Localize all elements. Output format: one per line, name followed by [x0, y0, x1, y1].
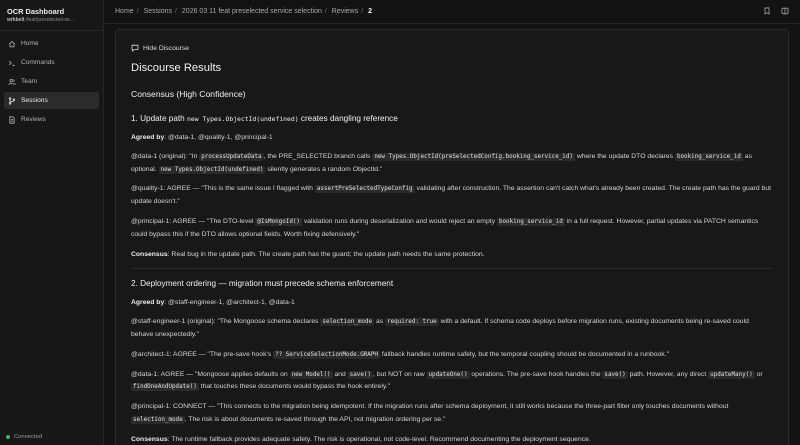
file-icon: [8, 116, 16, 124]
finding-2-heading: 2. Deployment ordering — migration must precede schema enforcement: [131, 279, 394, 289]
finding-2-comment-principal: @principal-1: CONNECT — "This connects to the migration being idempotent. If the migration runs after schema deployment, it still works because the three-part filter only touches documents without selection_mode . The risk is about documents re-saved through the API, not migration ordering per se.": [131, 403, 729, 423]
terminal-icon: [8, 59, 16, 67]
sidebar-item-team[interactable]: [4, 73, 99, 90]
users-icon: [8, 78, 16, 86]
app-title: OCR Dashboard: [7, 7, 65, 16]
finding-1-consensus: Consensus: Real bug in the update path. The create path has the guard; the update path needs the same protection.: [131, 250, 485, 258]
consensus-heading: Consensus (High Confidence): [131, 89, 246, 99]
finding-2-comment-data: @data-1: AGREE — "Mongoose applies defaults on new Model() and save() , but NOT on raw updateOne() operations. The pre-save hook handles the save() path. However, any direct updateMany() or findOneAndUpdate() that touches these documents would bypass the hook entirely.": [131, 370, 763, 391]
message-icon: [131, 44, 139, 52]
sidebar-item-label: Commands: [21, 59, 55, 66]
status-dot-icon: [6, 435, 10, 439]
finding-1-comment-principal: @principal-1: AGREE — "The DTO-level @IsMongoId() validation runs during deserialization and would reject an empty booking_service_id in a full request. However, partial updates via PATCH semantics could bypass this if the DTO allows optional fields. Worth fixing defensively.": [131, 217, 759, 238]
main: [104, 0, 800, 445]
branch-name: /feat/preselected-se...: [25, 17, 74, 23]
hide-discourse-button[interactable]: [131, 44, 189, 52]
finding-1-agreed: Agreed by: @data-1, @quality-1, @principal-1: [131, 134, 273, 141]
breadcrumb-reviews[interactable]: Reviews: [331, 8, 359, 15]
hide-discourse-label: Hide Discourse: [143, 44, 190, 52]
repo-branch: [7, 17, 96, 24]
finding-1-heading: 1. Update path new Types.ObjectId(undefined) creates dangling reference: [131, 114, 398, 123]
sidebar-item-label: Team: [21, 78, 38, 85]
breadcrumb: Home / Sessions / 2026 03 11 feat preselected service selection / Reviews / 2: [115, 8, 373, 15]
top-actions: [763, 7, 789, 17]
sidebar-item-home[interactable]: [4, 35, 99, 52]
sidebar: [0, 0, 104, 445]
finding-2-comment-staff: @staff-engineer-1 (original): "The Mongoose schema declares selection_mode as required: true with a default. If schema code deploys before migration runs, existing documents being re-saved could behave unexpectedly.": [131, 318, 749, 338]
breadcrumb-current: 2: [368, 8, 373, 15]
connection-status-label: Connected: [14, 434, 43, 440]
finding-2-consensus: Consensus: The runtime fallback provides adequate safety. The risk is operational, not code-level. Recommend documenting the deployment sequence.: [131, 435, 591, 443]
sidebar-item-reviews[interactable]: [4, 111, 99, 128]
breadcrumb-session[interactable]: 2026 03 11 feat preselected service selection: [181, 8, 322, 15]
sidebar-nav: [0, 31, 103, 134]
finding-2-agreed: Agreed by: @staff-engineer-1, @architect-1, @data-1: [131, 299, 295, 307]
home-icon: [8, 40, 16, 48]
finding-1-comment-quality: @quality-1: AGREE — "This is the same issue I flagged with assertPreSelectedTypeConfig validating after construction. The assertion can't catch what's already been created. The create path has the guard but update doesn't.": [131, 185, 771, 206]
breadcrumb-sessions[interactable]: Sessions: [143, 8, 172, 15]
git-branch-icon: [8, 97, 16, 105]
sidebar-item-label: Home: [21, 40, 39, 47]
content: [104, 24, 800, 445]
bookmark-icon[interactable]: [763, 7, 771, 17]
breadcrumb-home[interactable]: Home: [115, 8, 134, 15]
sidebar-toggle-icon[interactable]: [781, 7, 789, 17]
finding-2-comment-architect: @architect-1: AGREE — "The pre-save hook's ?? ServiceSelectionMode.GRAPH fallback handles runtime safety, but the temporal coupling should be documented in a runbook.": [131, 350, 670, 358]
finding-1-comment-data: @data-1 (original): "In processUpdateData , the PRE_SELECTED branch calls new Types.ObjectId(preSelectedConfig.booking_service_id) where the update DTO declares booking_service_id as optional. new Types.ObjectId(undefined) silently generates a random ObjectId.": [131, 152, 752, 173]
sidebar-item-label: Sessions: [21, 97, 48, 104]
connection-status: [6, 434, 42, 440]
brand: [0, 0, 103, 31]
repo-name: wrkbelt: [7, 17, 25, 23]
sidebar-item-commands[interactable]: [4, 54, 99, 71]
sidebar-item-label: Reviews: [21, 116, 46, 123]
discourse-panel: [115, 29, 789, 445]
sidebar-item-sessions[interactable]: [4, 92, 99, 109]
divider: [131, 268, 773, 269]
page-title: Discourse Results: [131, 62, 222, 74]
topbar: [104, 0, 800, 24]
